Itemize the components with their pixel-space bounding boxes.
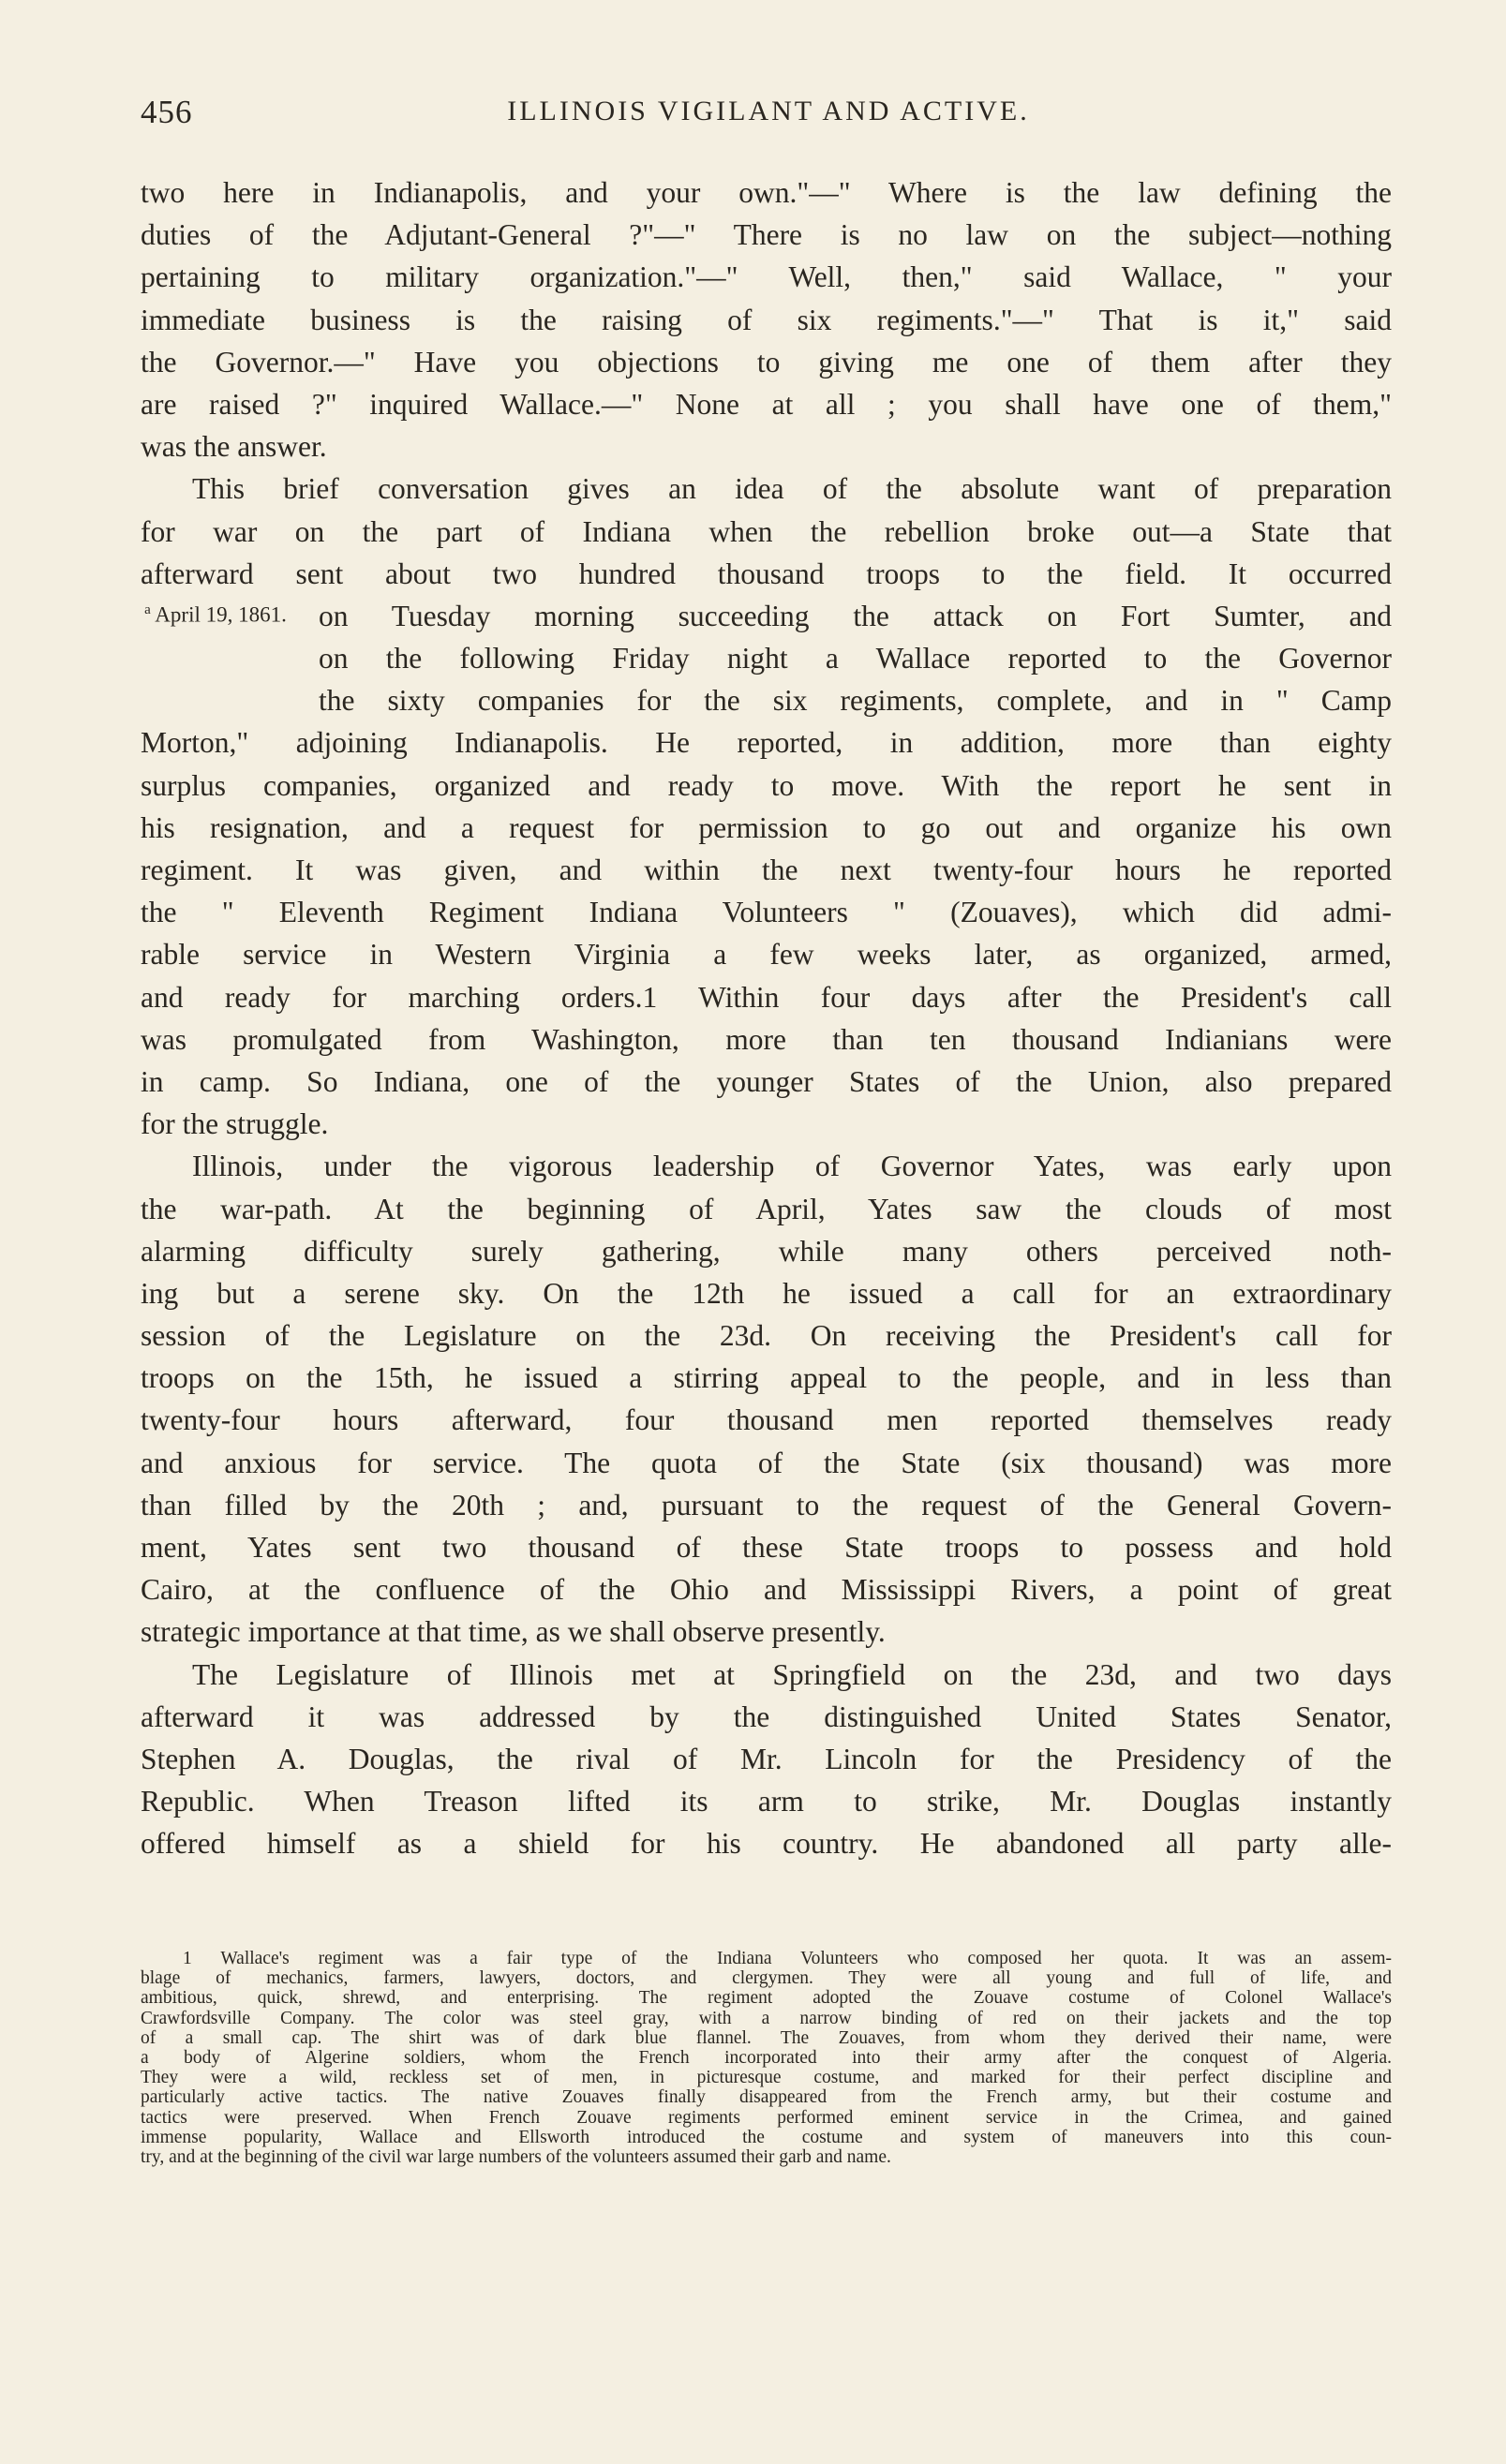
text-line: afterward sent about two hundred thousand troops to the field. It occurred: [141, 557, 1392, 590]
footnote-line: 1 Wallace's regiment was a fair type of the Indiana Volunteers who composed her quota. It was an assem-: [183, 1949, 1392, 1968]
text-line: the sixty companies for the six regiments, complete, and in " Camp: [319, 684, 1392, 718]
text-line: troops on the 15th, he issued a stirring appeal to the people, and in less than: [141, 1361, 1392, 1395]
text-line: two here in Indianapolis, and your own."—" Where is the law defining the: [141, 176, 1392, 209]
text-line: the Governor.—" Have you objections to giving me one of them after they: [141, 345, 1392, 379]
footnote-line: a body of Algerine soldiers, whom the French incorporated into their army after the conquest of Algeria.: [141, 2047, 1392, 2068]
text-line: ing but a serene sky. On the 12th he issued a call for an extraordinary: [141, 1276, 1392, 1310]
footnote-line: blage of mechanics, farmers, lawyers, doctors, and clergymen. They were all young and full of life, and: [141, 1968, 1392, 1989]
sidenote-marker: a: [144, 602, 151, 617]
footnote-line: try, and at the beginning of the civil war large numbers of the volunteers assumed their garb and name.: [141, 2146, 891, 2167]
footnote-line: They were a wild, reckless set of men, in picturesque costume, and marked for their perfect discipline and: [141, 2068, 1392, 2088]
text-line: his resignation, and a request for permission to go out and organize his own: [141, 810, 1392, 844]
text-line: rable service in Western Virginia a few weeks later, as organized, armed,: [141, 938, 1392, 972]
text-line: than filled by the 20th ; and, pursuant to the request of the General Govern-: [141, 1488, 1392, 1521]
text-line: and ready for marching orders.1 Within four days after the President's call: [141, 980, 1392, 1014]
text-line: regiment. It was given, and within the next twenty-four hours he reported: [141, 853, 1392, 886]
text-line: for war on the part of Indiana when the rebellion broke out—a State that: [141, 514, 1392, 548]
text-line: was the answer.: [141, 430, 327, 464]
text-line: ment, Yates sent two thousand of these State troops to possess and hold: [141, 1531, 1392, 1564]
text-line: was promulgated from Washington, more than ten thousand Indianians were: [141, 1022, 1392, 1056]
footnote-line: Crawfordsville Company. The color was steel gray, with a narrow binding of red on their jackets and the top: [141, 2008, 1392, 2028]
paragraph-start-line: The Legislature of Illinois met at Springfield on the 23d, and two days: [192, 1657, 1392, 1691]
page-number: 456: [141, 94, 193, 130]
text-line: session of the Legislature on the 23d. On receiving the President's call for: [141, 1319, 1392, 1353]
text-line: duties of the Adjutant-General ?"—" There is no law on the subject—nothing: [141, 218, 1392, 252]
text-line: and anxious for service. The quota of the State (six thousand) was more: [141, 1446, 1392, 1479]
text-line: the war-path. At the beginning of April, Yates saw the clouds of most: [141, 1192, 1392, 1225]
footnote-line: ambitious, quick, shrewd, and enterprising. The regiment adopted the Zouave costume of Colonel Wallace's: [141, 1988, 1392, 2009]
text-line: Cairo, at the confluence of the Ohio and Mississippi Rivers, a point of great: [141, 1573, 1392, 1607]
footnote: [141, 1949, 1392, 2167]
page-header: [141, 94, 1396, 139]
text-line: offered himself as a shield for his country. He abandoned all party alle-: [141, 1827, 1392, 1861]
footnote-line: particularly active tactics. The native Zouaves finally disappeared from the French army, but their costume and: [141, 2087, 1392, 2108]
text-line: pertaining to military organization."—" Well, then," said Wallace, " your: [141, 260, 1392, 294]
text-line: afterward it was addressed by the distinguished United States Senator,: [141, 1700, 1392, 1733]
text-line: surplus companies, organized and ready to move. With the report he sent in: [141, 768, 1392, 802]
text-line: Republic. When Treason lifted its arm to strike, Mr. Douglas instantly: [141, 1785, 1392, 1818]
text-line: in camp. So Indiana, one of the younger States of the Union, also prepared: [141, 1064, 1392, 1098]
text-line: immediate business is the raising of six regiments."—" That is it," said: [141, 303, 1392, 336]
paragraph-start-line: This brief conversation gives an idea of the absolute want of preparation: [192, 472, 1392, 506]
text-line: on Tuesday morning succeeding the attack on Fort Sumter, and: [319, 599, 1392, 632]
sidenote-text: April 19, 1861.: [155, 602, 287, 627]
text-line: Morton," adjoining Indianapolis. He reported, in addition, more than eighty: [141, 726, 1392, 760]
footnote-line: tactics were preserved. When French Zouave regiments performed eminent service in the Crimea, and gained: [141, 2107, 1392, 2128]
footnote-line: of a small cap. The shirt was of dark blue flannel. The Zouaves, from whom they derived their name, were: [141, 2027, 1392, 2048]
text-line: the " Eleventh Regiment Indiana Volunteers " (Zouaves), which did admi-: [141, 896, 1392, 929]
text-line: twenty-four hours afterward, four thousand men reported themselves ready: [141, 1403, 1392, 1437]
main-text: [141, 171, 1392, 1865]
text-line: are raised ?" inquired Wallace.—" None at all ; you shall have one of them,": [141, 387, 1392, 421]
text-line: for the struggle.: [141, 1107, 329, 1141]
text-line: Stephen A. Douglas, the rival of Mr. Lincoln for the Presidency of the: [141, 1742, 1392, 1775]
footnote-line: immense popularity, Wallace and Ellsworth introduced the costume and system of maneuvers into this coun-: [141, 2127, 1392, 2147]
paragraph-start-line: Illinois, under the vigorous leadership of Governor Yates, was early upon: [192, 1150, 1392, 1183]
text-line: alarming difficulty surely gathering, while many others perceived noth-: [141, 1234, 1392, 1268]
running-head: ILLINOIS VIGILANT AND ACTIVE.: [507, 96, 1030, 126]
text-line: on the following Friday night a Wallace reported to the Governor: [319, 642, 1392, 675]
text-line: strategic importance at that time, as we shall observe presently.: [141, 1615, 886, 1649]
